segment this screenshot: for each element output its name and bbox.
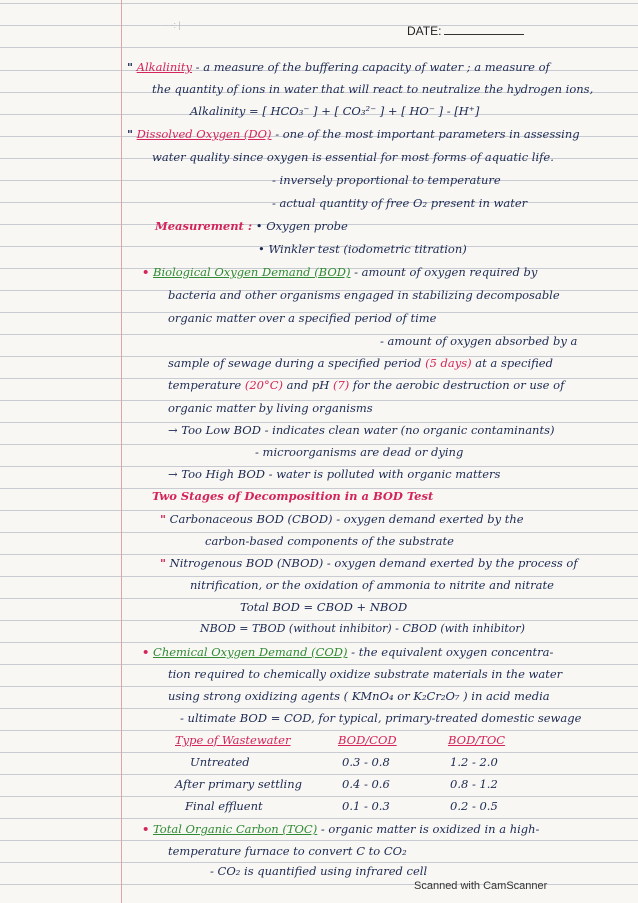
line: bacteria and other organisms engaged in stabilizing decomposable <box>168 288 560 302</box>
heading-alkalinity: Alkalinity <box>136 60 193 74</box>
heading-bod: Biological Oxygen Demand (BOD) <box>153 265 351 279</box>
line: - inversely proportional to temperature <box>272 173 501 187</box>
line: → Too Low BOD - indicates clean water (no organic contaminants) <box>168 423 555 437</box>
text: and pH <box>283 378 333 392</box>
highlight: (7) <box>332 378 350 392</box>
text: Nitrogenous BOD (NBOD) - oxygen demand exerted by the process of <box>169 556 578 570</box>
text: Carbonaceous BOD (CBOD) - oxygen demand exerted by the <box>169 512 524 526</box>
heading-two-stages <box>152 489 433 503</box>
line-toc <box>142 822 539 836</box>
scanner-watermark: Scanned with CamScanner <box>414 880 548 892</box>
table-cell: 0.1 - 0.3 <box>342 799 390 813</box>
date-blank <box>444 24 524 35</box>
table-header-bod-toc: BOD/TOC <box>448 733 506 747</box>
bullet: • <box>142 645 150 659</box>
bullet: " <box>160 556 166 570</box>
line: tion required to chemically oxidize substrate materials in the water <box>168 667 563 681</box>
text: for the aerobic destruction or use of <box>349 378 565 392</box>
line-cbod <box>160 512 524 526</box>
line <box>168 356 553 370</box>
line <box>168 378 564 392</box>
table-cell: Untreated <box>190 755 250 769</box>
text: temperature <box>168 378 245 392</box>
line: organic matter by living organisms <box>168 401 373 415</box>
bullet: " <box>160 512 166 526</box>
highlight: (20°C) <box>244 378 283 392</box>
date-field <box>407 24 524 38</box>
line-bod <box>142 265 537 279</box>
heading-cod: Chemical Oxygen Demand (COD) <box>153 645 348 659</box>
heading-toc: Total Organic Carbon (TOC) <box>153 822 318 836</box>
text: - one of the most important parameters in assessing <box>271 127 580 141</box>
bullet: " <box>127 60 133 74</box>
heading-measurement: Measurement : <box>155 219 253 233</box>
table-cell: 0.2 - 0.5 <box>450 799 498 813</box>
line: nitrification, or the oxidation of ammonia to nitrite and nitrate <box>190 578 554 592</box>
line: → Too High BOD - water is polluted with organic matters <box>168 467 501 481</box>
table-header-type: Type of Wastewater <box>175 733 291 747</box>
text: - organic matter is oxidized in a high- <box>317 822 540 836</box>
heading-text: Two Stages of Decomposition in a BOD Test <box>152 489 434 503</box>
alkalinity-formula: Alkalinity = [ HCO₃⁻ ] + [ CO₃²⁻ ] + [ HO⁻ ] - [H⁺] <box>190 104 480 118</box>
line: • Winkler test (iodometric titration) <box>258 242 467 256</box>
line-nbod <box>160 556 578 570</box>
faint-mark: · ·: | <box>165 20 181 30</box>
table-cell: After primary settling <box>175 777 302 791</box>
line: - CO₂ is quantified using infrared cell <box>210 864 428 878</box>
table-cell: Final effluent <box>185 799 263 813</box>
date-label: DATE: <box>407 24 442 38</box>
heading-dissolved-oxygen: Dissolved Oxygen (DO) <box>136 127 272 141</box>
total-bod-formula: Total BOD = CBOD + NBOD <box>240 600 408 614</box>
line: water quality since oxygen is essential for most forms of aquatic life. <box>152 150 554 164</box>
line: organic matter over a specified period of time <box>168 311 437 325</box>
line-dissolved-oxygen <box>127 127 580 141</box>
text: - the equivalent oxygen concentra- <box>347 645 554 659</box>
line: using strong oxidizing agents ( KMnO₄ or K₂Cr₂O₇ ) in acid media <box>168 689 550 703</box>
line-measurement <box>155 219 348 233</box>
line-alkalinity <box>127 60 550 74</box>
table-header-bod-cod: BOD/COD <box>338 733 397 747</box>
bullet: " <box>127 127 133 141</box>
table-cell: 1.2 - 2.0 <box>450 755 498 769</box>
table-cell: 0.4 - 0.6 <box>342 777 390 791</box>
text: • Oxygen probe <box>252 219 348 233</box>
bullet: • <box>142 265 150 279</box>
text: - amount of oxygen required by <box>350 265 538 279</box>
text: at a specified <box>471 356 553 370</box>
nbod-formula: NBOD = TBOD (without inhibitor) - CBOD (with inhibitor) <box>200 622 525 635</box>
line: - microorganisms are dead or dying <box>255 445 464 459</box>
line: - ultimate BOD = COD, for typical, primary-treated domestic sewage <box>180 711 582 725</box>
margin-line <box>121 0 122 903</box>
line: temperature furnace to convert C to CO₂ <box>168 844 407 858</box>
text: - a measure of the buffering capacity of water ; a measure of <box>192 60 550 74</box>
table-cell: 0.8 - 1.2 <box>450 777 498 791</box>
table-cell: 0.3 - 0.8 <box>342 755 390 769</box>
text: sample of sewage during a specified period <box>168 356 426 370</box>
line: the quantity of ions in water that will react to neutralize the hydrogen ions, <box>152 82 594 96</box>
line: - amount of oxygen absorbed by a <box>380 334 578 348</box>
highlight: (5 days) <box>425 356 472 370</box>
bullet: • <box>142 822 150 836</box>
line-cod <box>142 645 553 659</box>
line: - actual quantity of free O₂ present in water <box>272 196 528 210</box>
line: carbon-based components of the substrate <box>205 534 454 548</box>
